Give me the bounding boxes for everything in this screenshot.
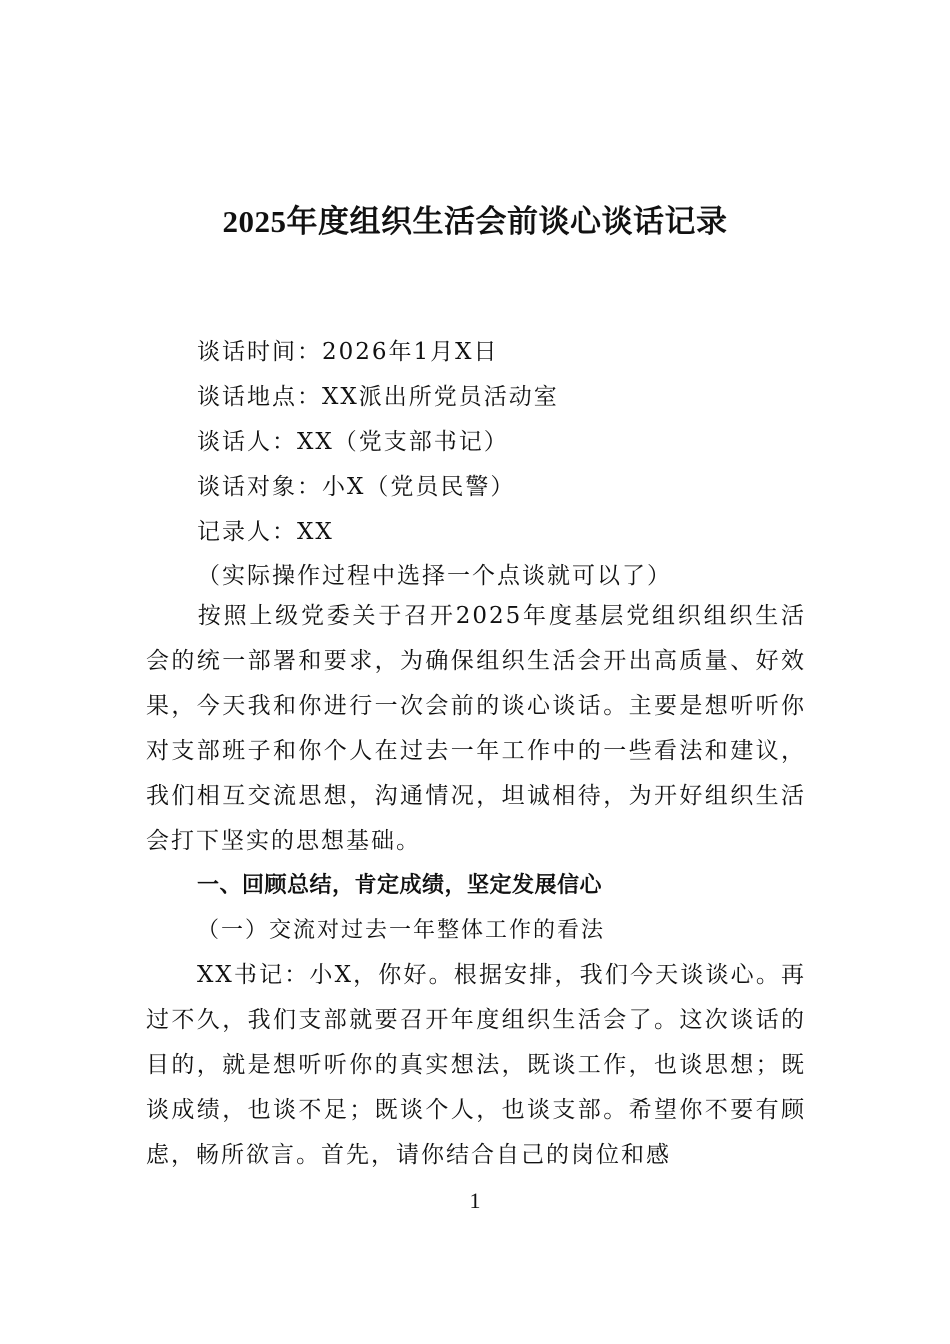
page-number: 1: [469, 1188, 481, 1213]
subsection-heading: （一）交流对过去一年整体工作的看法: [197, 918, 606, 943]
meeting-place: 谈话地点：XX派出所党员活动室: [197, 384, 559, 410]
meeting-target: 谈话对象：小X（党员民警）: [197, 474, 516, 500]
document-title: 2025年度组织生活会前谈心谈话记录: [222, 204, 728, 239]
meeting-recorder: 记录人：XX: [197, 519, 334, 545]
intro-paragraph: [146, 594, 806, 864]
dialogue-paragraph: [146, 953, 806, 1178]
section-heading: 一、回顾总结，肯定成绩，坚定发展信心: [197, 873, 603, 898]
usage-note: （实际操作过程中选择一个点谈就可以了）: [197, 563, 672, 589]
meeting-time: 谈话时间：2026年1月X日: [197, 339, 499, 365]
intro-paragraph-text: 按照上级党委关于召开2025年度基层党组织组织生活会的统一部署和要求，为确保组织生活会开出高质量、好效果，今天我和你进行一次会前的谈心谈话。主要是想听听你对支部班子和你个人在过去一年工作中的一些看法和建议，我们相互交流思想，沟通情况，坦诚相待，为开好组织生活会打下坚实的思想基础。: [146, 603, 806, 854]
meeting-speaker: 谈话人：XX（党支部书记）: [197, 429, 509, 455]
dialogue-paragraph-text: XX书记：小X，你好。根据安排，我们今天谈谈心。再过不久，我们支部就要召开年度组织生活会了。这次谈话的目的，就是想听听你的真实想法，既谈工作，也谈思想；既谈成绩，也谈不足；既谈个人，也谈支部。希望你不要有顾虑，畅所欲言。首先，请你结合自己的岗位和感: [146, 962, 806, 1168]
